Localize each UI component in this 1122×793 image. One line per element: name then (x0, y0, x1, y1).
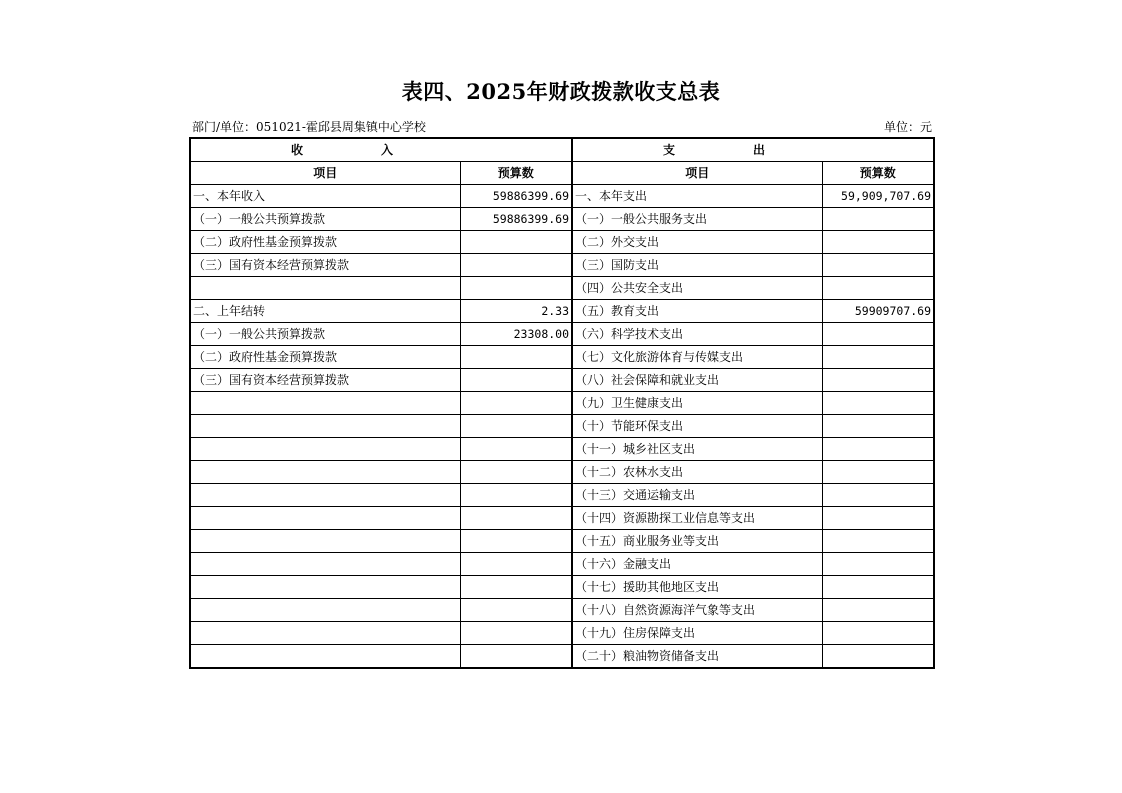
income-amount-cell: 2.33 (460, 300, 572, 323)
table-row (190, 553, 934, 576)
income-item-cell (190, 530, 460, 553)
table-row (190, 576, 934, 599)
income-item-header: 项目 (190, 162, 460, 185)
table-row (190, 530, 934, 553)
unit-label: 单位：元 (883, 120, 932, 134)
column-header-row (190, 162, 934, 185)
income-amount-cell (460, 622, 572, 645)
income-amount-cell (460, 369, 572, 392)
table-row (190, 231, 934, 254)
expense-item-cell: 一、本年支出 (572, 185, 822, 208)
table-body (190, 138, 934, 668)
income-item-cell: （一）一般公共预算拨款 (190, 208, 460, 231)
income-amount-cell: 23308.00 (460, 323, 572, 346)
income-item-cell (190, 277, 460, 300)
expense-section-header: 支出 (572, 138, 934, 162)
expense-amount-cell: 59,909,707.69 (822, 185, 934, 208)
income-item-cell (190, 484, 460, 507)
page-title: 表四、2025年财政拨款收支总表 (401, 79, 721, 104)
expense-amount-cell (822, 645, 934, 669)
income-amount-cell (460, 553, 572, 576)
income-amount-cell (460, 254, 572, 277)
table-row (190, 622, 934, 645)
table-row (190, 369, 934, 392)
expense-amount-cell (822, 622, 934, 645)
income-item-cell (190, 599, 460, 622)
expense-item-cell: （十五）商业服务业等支出 (572, 530, 822, 553)
expense-amount-cell: 59909707.69 (822, 300, 934, 323)
expense-item-cell: （八）社会保障和就业支出 (572, 369, 822, 392)
income-item-cell: （三）国有资本经营预算拨款 (190, 369, 460, 392)
income-amount-cell (460, 530, 572, 553)
expense-item-cell: （十一）城乡社区支出 (572, 438, 822, 461)
table-row (190, 392, 934, 415)
expense-item-cell: （十四）资源勘探工业信息等支出 (572, 507, 822, 530)
income-budget-header: 预算数 (460, 162, 572, 185)
income-item-cell (190, 576, 460, 599)
expense-item-cell: （十）节能环保支出 (572, 415, 822, 438)
table-row (190, 645, 934, 669)
income-item-cell (190, 415, 460, 438)
expense-amount-cell (822, 346, 934, 369)
expense-amount-cell (822, 254, 934, 277)
expense-item-cell: （七）文化旅游体育与传媒支出 (572, 346, 822, 369)
expense-item-header: 项目 (572, 162, 822, 185)
expense-item-cell: （十三）交通运输支出 (572, 484, 822, 507)
income-item-cell: 一、本年收入 (190, 185, 460, 208)
expense-amount-cell (822, 484, 934, 507)
expense-item-cell: （六）科学技术支出 (572, 323, 822, 346)
income-item-cell: （一）一般公共预算拨款 (190, 323, 460, 346)
table-row (190, 323, 934, 346)
expense-amount-cell (822, 392, 934, 415)
expense-amount-cell (822, 507, 934, 530)
expense-item-cell: （十六）金融支出 (572, 553, 822, 576)
table-row (190, 415, 934, 438)
income-section-header: 收入 (190, 138, 572, 162)
expense-amount-cell (822, 576, 934, 599)
income-item-cell (190, 553, 460, 576)
expense-item-cell: （十二）农林水支出 (572, 461, 822, 484)
table-row (190, 599, 934, 622)
expense-item-cell: （十九）住房保障支出 (572, 622, 822, 645)
income-amount-cell (460, 277, 572, 300)
income-amount-cell: 59886399.69 (460, 185, 572, 208)
expense-item-cell: （四）公共安全支出 (572, 277, 822, 300)
income-item-cell: （三）国有资本经营预算拨款 (190, 254, 460, 277)
expense-amount-cell (822, 599, 934, 622)
section-header-row (190, 138, 934, 162)
income-item-cell: （二）政府性基金预算拨款 (190, 346, 460, 369)
table-row (190, 208, 934, 231)
table-row (190, 484, 934, 507)
table-row (190, 300, 934, 323)
table-row (190, 507, 934, 530)
expense-item-cell: （二）外交支出 (572, 231, 822, 254)
table-row (190, 461, 934, 484)
income-item-cell: 二、上年结转 (190, 300, 460, 323)
table-row (190, 346, 934, 369)
income-item-cell (190, 645, 460, 669)
income-amount-cell (460, 599, 572, 622)
table-row (190, 254, 934, 277)
income-item-cell (190, 392, 460, 415)
expense-item-cell: （二十）粮油物资储备支出 (572, 645, 822, 669)
expense-budget-header: 预算数 (822, 162, 934, 185)
department-label: 部门/单位：051021-霍邱县周集镇中心学校 (192, 120, 426, 134)
expense-item-cell: （十八）自然资源海洋气象等支出 (572, 599, 822, 622)
expense-amount-cell (822, 415, 934, 438)
table-row (190, 277, 934, 300)
expense-amount-cell (822, 553, 934, 576)
income-amount-cell (460, 484, 572, 507)
budget-table (189, 137, 935, 669)
expense-amount-cell (822, 277, 934, 300)
income-amount-cell (460, 392, 572, 415)
expense-item-cell: （十七）援助其他地区支出 (572, 576, 822, 599)
income-item-cell (190, 438, 460, 461)
income-amount-cell (460, 231, 572, 254)
expense-item-cell: （五）教育支出 (572, 300, 822, 323)
table-row (190, 185, 934, 208)
income-item-cell: （二）政府性基金预算拨款 (190, 231, 460, 254)
income-amount-cell (460, 507, 572, 530)
expense-amount-cell (822, 369, 934, 392)
expense-amount-cell (822, 461, 934, 484)
income-amount-cell (460, 415, 572, 438)
income-amount-cell (460, 346, 572, 369)
expense-amount-cell (822, 323, 934, 346)
expense-amount-cell (822, 530, 934, 553)
expense-item-cell: （三）国防支出 (572, 254, 822, 277)
income-amount-cell (460, 438, 572, 461)
expense-amount-cell (822, 208, 934, 231)
income-amount-cell (460, 576, 572, 599)
income-item-cell (190, 507, 460, 530)
income-amount-cell (460, 645, 572, 669)
expense-amount-cell (822, 438, 934, 461)
table-row (190, 438, 934, 461)
expense-item-cell: （九）卫生健康支出 (572, 392, 822, 415)
income-amount-cell: 59886399.69 (460, 208, 572, 231)
expense-amount-cell (822, 231, 934, 254)
income-amount-cell (460, 461, 572, 484)
income-item-cell (190, 622, 460, 645)
income-item-cell (190, 461, 460, 484)
expense-item-cell: （一）一般公共服务支出 (572, 208, 822, 231)
